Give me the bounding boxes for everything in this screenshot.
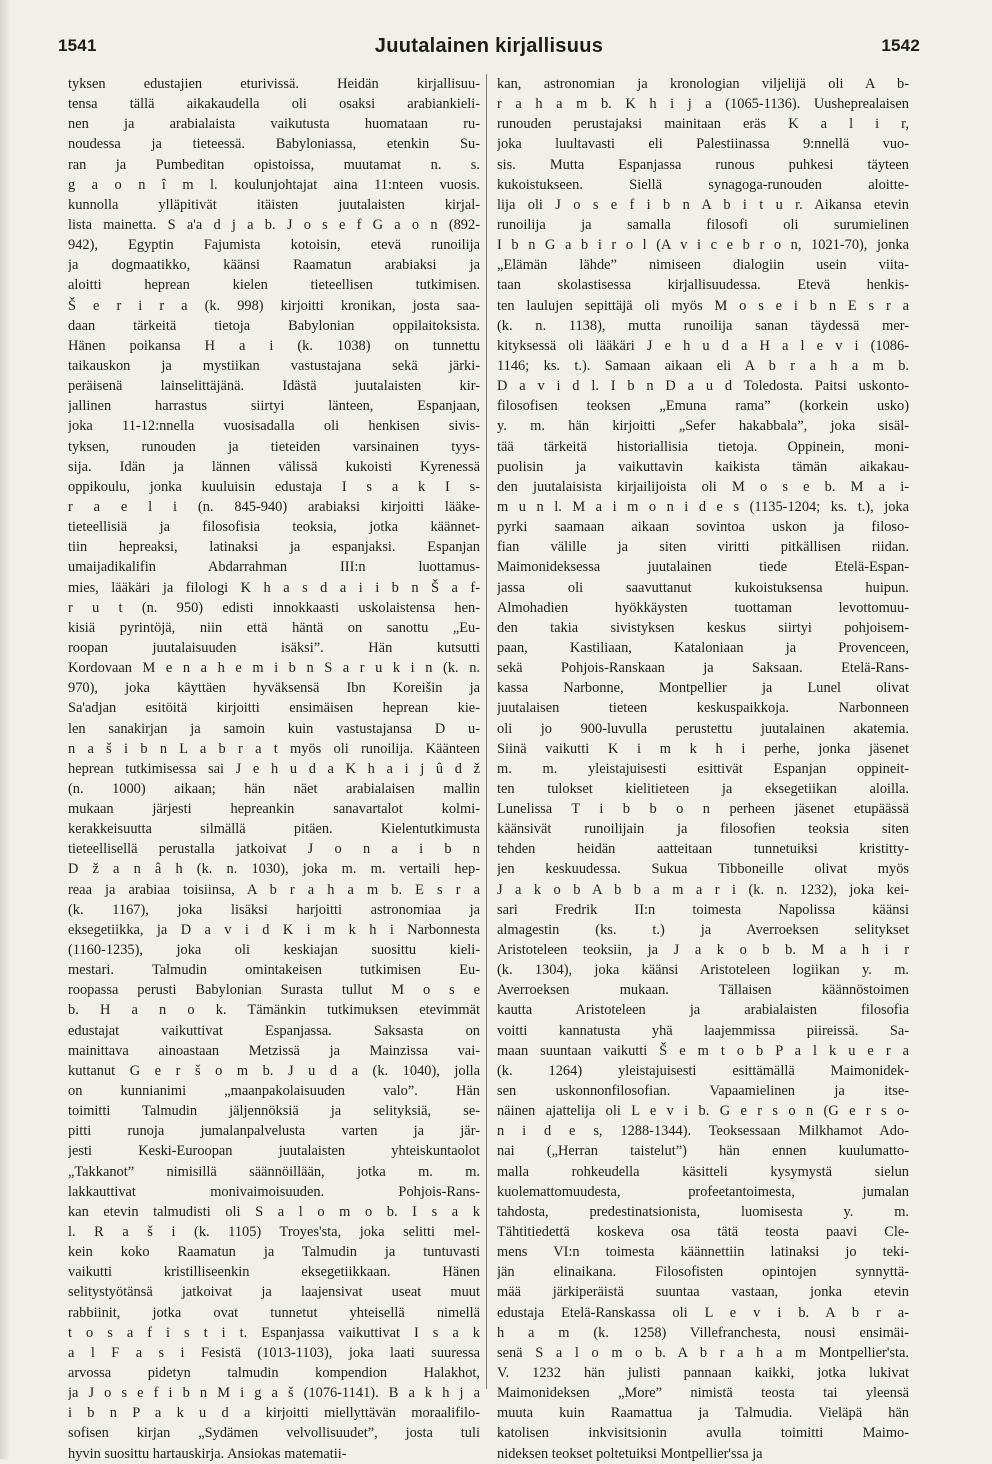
text-line: jassa oli saavuttanut kukoistuksensa huipun. (497, 579, 909, 596)
text-line: r a e l i (n. 845-940) arabiaksi kirjoitti lääke- (68, 498, 480, 515)
text-line: muuta kuin Raamattua ja Talmudia. Vieläpä hän (497, 1405, 909, 1422)
text-line: joka luultavasti eli Palestiinassa 9:nnellä vuo- (497, 136, 909, 153)
text-line: edustajat vaikuttivat Espanjassa. Saksasta on (68, 1022, 480, 1039)
text-line: kan etevin talmudisti oli S a l o m o b. I s a k (68, 1203, 480, 1220)
text-line: malla rohkeudella käsitteli kysymystä sielun (497, 1163, 909, 1180)
text-line: Maimonideksessa juutalainen tiede Etelä-Espan- (497, 559, 909, 576)
text-line: Tähtitiedettä koskeva osa tätä teosta paavi Cle- (497, 1224, 909, 1241)
text-line: kityksessä oli lääkäri J e h u d a H a l e v i (1086- (497, 337, 909, 354)
text-line: 1146; ks. t.). Samaan aikaan eli A b r a h a m b. (497, 357, 909, 374)
text-line: tehden heidän aatteitaan tunnetuiksi kristitty- (497, 841, 909, 858)
text-line: umaijadikalifin Abdarrahman III:n luottamus- (68, 559, 480, 576)
text-line: kerakkeisuutta silmällä pitäen. Kielentutkimusta (68, 821, 480, 838)
text-line: V. 1232 hän julisti pannaan kaikki, jotka lukivat (497, 1365, 909, 1381)
text-line: heprean tutkimisessa sai J e h u d a K h a i j û d ž (68, 760, 480, 777)
text-line: Almohadien hyökkäysten tuottaman levottomuu- (497, 599, 909, 616)
page-number-left: 1541 (58, 36, 97, 55)
text-line: Kordovaan M e n a h e m i b n S a r u k i n (k. n. (68, 660, 480, 677)
text-line: vaikutti kristilliseenkin eksegetiikkaan. Hänen (68, 1264, 480, 1281)
text-line: „Takkanot” nimisillä säännöillään, jotka m. m. (68, 1163, 480, 1180)
column-divider (486, 74, 487, 1389)
text-line: jallinen harrastus siirtyi länteen, Espanjaan, (68, 398, 480, 415)
text-line: hyvin suosittu hartauskirja. Ansiokas matematii- (68, 1445, 347, 1462)
text-line: eksegetiikka, ja D a v i d K i m k h i Narbonnesta (68, 921, 480, 938)
text-line: lista mainetta. S a'a d j a b. J o s e f G a o n (892- (68, 216, 480, 233)
page-header (58, 36, 920, 66)
text-line: lija oli J o s e f i b n A b i t u r. Aikansa etevin (497, 196, 909, 213)
text-line: lakkauttivat monivaimoisuuden. Pohjois-Rans- (68, 1183, 480, 1200)
page-number-right: 1542 (881, 36, 920, 55)
text-line: ja J o s e f i b n M i g a š (1076-1141). B a k h j a (68, 1385, 480, 1402)
text-line: almagestin (ks. t.) ja Averroeksen selitykset (497, 921, 909, 938)
text-line: D a v i d l. I b n D a u d Toledosta. Paitsi uskonto- (497, 378, 909, 395)
text-line: senä S a l o m o b. A b r a h a m Montpellier'sta. (497, 1344, 909, 1361)
text-line: ran ja Pumbeditan opistoissa, muutamat n. s. (68, 156, 480, 173)
text-line: noudessa ja tieteessä. Babyloniassa, etenkin Su- (68, 136, 480, 153)
text-line: i b n P a k u d a kirjoitti miellyttävän moraalifilo- (68, 1405, 480, 1422)
text-line: (n. 1000) aikaan; hän näet arabialaisen mallin (68, 780, 480, 797)
text-line: kuolemattomuudesta, profeetantoimesta, jumalan (497, 1183, 909, 1200)
text-line: m. m. yleistajuisesti esittivät Espanjan oppineit- (497, 760, 909, 777)
text-line: selitystyötänsä jatkoivat ja laajensivat useat muut (68, 1284, 480, 1301)
text-line: kukoistukseen. Siellä synagoga-runouden aloitte- (497, 176, 909, 193)
text-line: Sa'adjan esitöitä kirjoitti ensimäisen heprean kie- (68, 700, 480, 717)
text-line: pyrki saamaan aikaan sovintoa uskon ja filoso- (497, 519, 909, 536)
text-line: Hänen poikansa H a i (k. 1038) on tunnettu (68, 337, 480, 354)
text-line: oli jo 900-luvulla perustettu juutalainen akatemia. (497, 720, 909, 737)
text-line: sija. Idän ja lännen välissä kukoisti Kyrenessä (68, 458, 480, 475)
text-line: nai („Herran taistelut”) hän ennen kuulumatto- (497, 1143, 909, 1160)
text-line: katolisen inkvisitsionin avulla toimitti Maimo- (497, 1425, 909, 1442)
text-line: den juutalaisista kirjailijoista oli M o s e b. M a i- (497, 478, 909, 495)
text-line: r u t (n. 950) edisti innokkaasti uskolaistensa hen- (68, 599, 480, 616)
text-line: juutalaisen tieteen keskuspaikkoja. Narbonneen (497, 700, 909, 717)
text-line: ten laulujen sepittäjä oli myös M o s e i b n E s r a (497, 297, 909, 314)
text-line: sis. Mutta Espanjassa runous puhkesi täyteen (497, 156, 909, 173)
text-line: toimitti Talmudin jäljennöksiä ja selityksiä, se- (68, 1103, 480, 1120)
text-line: „Elämän lähde” nimiseen dialogiin usein viita- (497, 257, 909, 274)
text-line: pitti runoja jumalanpalvelusta varten ja jär- (68, 1123, 480, 1140)
text-line: arvossa pidetyn talmudin kompendion Halakhot, (68, 1365, 480, 1381)
text-line: 970), joka käyttäen hyväksensä Ibn Koreišin ja (68, 680, 480, 697)
text-line: tää tärkeitä historiallisia tietoja. Oppinein, moni- (497, 438, 909, 455)
text-line: kassa Narbonne, Montpellier ja Lunel olivat (497, 680, 909, 697)
text-line: roopan juutalaisuuden isäksi”. Hän kutsutti (68, 639, 480, 656)
text-line: edustaja Etelä-Ranskassa oli L e v i b. A b r a- (497, 1304, 909, 1321)
text-line: Averroeksen mukaan. Tällaisen käännöstoimen (497, 982, 909, 999)
text-line: (k. n. 1138), mutta runoilija sanan täydessä mer- (497, 317, 909, 334)
text-line: jesti Keski-Euroopan juutalaisten yhteiskuntaolot (68, 1143, 480, 1160)
text-line: J a k o b A b b a m a r i (k. n. 1232), joka kei- (497, 881, 909, 898)
text-line: taan skolastisessa kirjallisuudessa. Etevä henkis- (497, 277, 909, 294)
text-line: paan, Kastiliaan, Kataloniaan ja Provenceen, (497, 639, 909, 656)
text-line: sofisen kirjan „Sydämen velvollisuudet”, josta tuli (68, 1425, 480, 1442)
text-line: tieteellisellä perustalla jatkoivat J o n a i b n (68, 841, 480, 858)
text-line: runouden perustajaksi mainitaan eräs K a l i r, (497, 116, 909, 133)
text-line: Aristoteleen teoksiin, ja J a k o b b. M a h i r (497, 942, 909, 959)
text-line: (k. 1167), joka lisäksi harjoitti astronomiaa ja (68, 901, 480, 918)
text-line: tahdosta, predestinatsionista, luomisesta y. m. (497, 1203, 909, 1220)
text-line: kautta Aristoteleen ja arabialaisten filosofia (497, 1002, 909, 1019)
text-line: D ž a n â h (k. n. 1030), joka m. m. vertaili hep- (68, 861, 480, 878)
running-title: Juutalainen kirjallisuus (374, 35, 604, 57)
text-line: den takia sivistyksen keskus siirtyi pohjoisem- (497, 619, 909, 636)
text-line: tieteellisiä ja filosofisia teoksia, jotka käännet- (68, 519, 480, 536)
text-line: b. H a n o k. Tämänkin tutkimuksen etevimmät (68, 1002, 480, 1019)
left-column (68, 74, 480, 1464)
text-line: Lunelissa T i b b o n perheen jäsenet etupäässä (497, 801, 909, 818)
text-line: puolisin ja vaikuttavin kaikista tämän aikakau- (497, 458, 909, 475)
text-line: sen uskonnonfilosofian. Vapaamielinen ja itse- (497, 1083, 909, 1100)
text-line: tyksen edustajien eturivissä. Heidän kirjallisuu- (68, 76, 480, 92)
text-line: mainittava ainoastaan Metzissä ja Mainzissa vai- (68, 1042, 480, 1059)
text-line: voitti kannatusta yhä laajemmissa piireissä. Sa- (497, 1022, 909, 1039)
text-line: ten tulokset kielitieteen ja eksegetiikan aloilla. (497, 780, 909, 797)
text-line: sari Fredrik II:n toimesta Napolissa käänsi (497, 901, 909, 918)
text-line: g a o n î m l. koulunjohtajat aina 11:nteen vuosis. (68, 176, 480, 193)
text-line: Siinä vaikutti K i m k h i perhe, jonka jäsenet (497, 740, 909, 757)
text-line: l. R a š i (k. 1105) Troyes'sta, joka selitti mel- (68, 1224, 480, 1241)
text-line: mää järkiperäistä suuntaa vastaan, jonka etevin (497, 1284, 909, 1301)
text-line: tensa tällä aikakaudella oli osaksi arabiankieli- (68, 96, 480, 113)
text-line: n a š i b n L a b r a t myös oli runoilija. Käänteen (68, 740, 480, 757)
text-line: Š e r i r a (k. 998) kirjoitti kronikan, josta saa- (68, 297, 480, 314)
text-line: len sanakirjan ja samoin kuin vastustajansa D u- (68, 720, 480, 737)
right-column (497, 74, 909, 1464)
text-line: mens VI:n toimesta käännettiin latinaksi jo teki- (497, 1244, 909, 1261)
text-line: daan tärkeitä tietoja Babylonian oppilaitoksista. (68, 317, 480, 334)
text-line: näinen ajattelija oli L e v i b. G e r s o n (G e r s o- (497, 1103, 909, 1120)
text-line: kuttanut G e r š o m b. J u d a (k. 1040), jolla (68, 1062, 480, 1079)
text-line: peräisenä lainselittäjänä. Idästä juutalaisten kir- (68, 378, 480, 395)
text-line: kisiä pyrintöjä, niin että häntä on sanottu „Eu- (68, 619, 480, 636)
text-line: (k. 1304), joka käänsi Aristoteleen logiikan y. m. (497, 962, 909, 979)
text-line: runoilija ja samalla filosofi oli surumielinen (497, 216, 909, 233)
text-line: kunnolla ylläpitivät itäisten juutalaisten kirjal- (68, 196, 480, 213)
text-line: jen keskuudessa. Sukua Tibboneille olivat myös (497, 861, 909, 878)
text-line: mestari. Talmudin omintakeisen tutkimisen Eu- (68, 962, 480, 979)
text-line: rabbiinit, jotka ovat tunnetut yhteisellä nimellä (68, 1304, 480, 1321)
text-line: käänsivät runoilijain ja filosofien teoksia siten (497, 821, 909, 838)
text-line: roopassa perusti Babylonian Surasta tullut M o s e (68, 982, 480, 999)
text-line: I b n G a b i r o l (A v i c e b r o n, 1021-70), jonka (497, 237, 909, 254)
text-line: joka 11-12:nnella vuosisadalla oli henkisen sivis- (68, 418, 480, 435)
text-line: h a m (k. 1258) Villefranchesta, nousi ensimäi- (497, 1324, 909, 1341)
text-line: taikauskon ja mystiikan vastustajana sekä järki- (68, 357, 480, 374)
text-line: mukaan järjesti hepreankin sanavartalot kolmi- (68, 801, 480, 818)
text-line: jän elinaikana. Filosofisten opintojen synnyttä- (497, 1264, 909, 1281)
text-line: on kunnianimi „maanpakolaisuuden valo”. Hän (68, 1083, 480, 1100)
text-line: mies, lääkäri ja filologi K h a s d a i i b n Š a f- (68, 579, 480, 596)
text-line: (k. 1264) yleistajuisesti esittämällä Maimonidek- (497, 1062, 909, 1079)
text-line: 942), Egyptin Fajumista kotoisin, etevä runoilija (68, 237, 480, 254)
text-line: n i d e s, 1288-1344). Teoksessaan Milkhamot Ado- (497, 1123, 909, 1140)
text-line: fian välille ja siten viritti pitkällisen riidan. (497, 539, 909, 556)
text-line: a l F a s i Fesistä (1013-1103), joka laati suuressa (68, 1344, 480, 1361)
text-line: tiin hepreaksi, latinaksi ja espanjaksi. Espanjan (68, 539, 480, 556)
text-line: nen ja arabialaista vaikutusta huomataan ru- (68, 116, 480, 133)
text-line: (1160-1235), joka oli keskiajan suosittu kieli- (68, 942, 480, 959)
text-line: tyksen, runouden ja tieteiden varsinainen tyys- (68, 438, 480, 455)
text-line: t o s a f i s t i t. Espanjassa vaikuttivat I s a k (68, 1324, 480, 1341)
text-line: sekä Pohjois-Ranskaan ja Saksaan. Etelä-Rans- (497, 660, 909, 677)
text-line: reaa ja arabiaa toisiinsa, A b r a h a m b. E s r a (68, 881, 480, 898)
text-line: m u n l. M a i m o n i d e s (1135-1204; ks. t.), joka (497, 498, 909, 515)
text-line: kan, astronomian ja kronologian viljelijä oli A b- (497, 76, 909, 92)
text-line: kein koko Raamatun ja Talmudin ja tuntuvasti (68, 1244, 480, 1261)
text-line: oppikoulu, jonka kuuluisin edustaja I s a k I s- (68, 478, 480, 495)
text-line: nideksen teokset poltetuiksi Montpellier'ssa ja (497, 1445, 763, 1462)
text-line: ja dogmaatikko, käänsi Raamatun arabiaksi ja (68, 257, 480, 274)
text-line: y. m. hän kirjoitti „Sefer hakabbala”, joka sisäl- (497, 418, 909, 435)
text-line: aloitti heprean kielen tieteellisen tutkimisen. (68, 277, 480, 294)
page-binding-shadow (0, 0, 10, 1459)
text-line: r a h a m b. K h i j a (1065-1136). Uusheprealaisen (497, 96, 909, 113)
text-line: filosofisen teoksen „Emuna rama” (korkein usko) (497, 398, 909, 415)
text-line: maan suuntaan vaikutti Š e m t o b P a l k u e r a (497, 1042, 909, 1059)
text-line: Maimonideksen „More” nimistä teosta tai yleensä (497, 1385, 909, 1402)
